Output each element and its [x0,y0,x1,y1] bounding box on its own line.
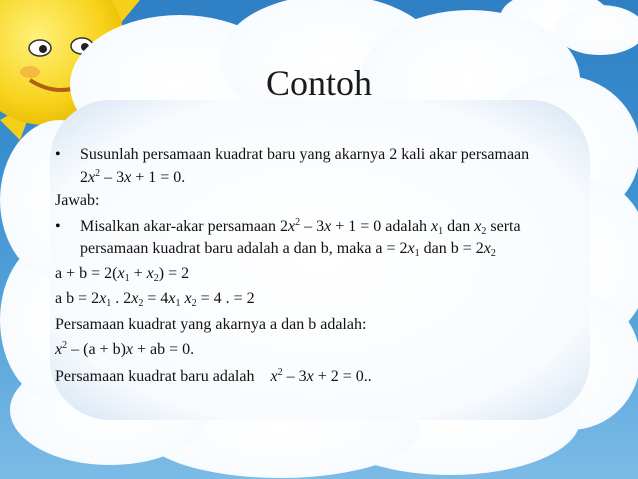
solution-line-1: Misalkan akar-akar persamaan $2x^2 - 3x + 1 = 0$ adalah $x_1$ dan $x_2$ serta [80,217,521,237]
problem-line-1: Susunlah persamaan kuadrat baru yang akarnya 2 kali akar persamaan [80,146,530,163]
bullet-marker: • [55,218,61,235]
product-equation: a $b = 2x_1$ . $2x_2 = 4x_1$ $x_2 = 4$ . = 2 [55,290,255,309]
bullet-marker: • [55,146,61,163]
general-equation: $x^2 - (a + b)x$ + ab = 0. [55,340,195,358]
result-equation: Persamaan kuadrat baru adalah $x^2 - 3x + 2 = 0$.. [55,367,372,385]
statement-line: Persamaan kuadrat yang akarnya a dan b adalah: [55,316,367,333]
problem-line-2: $2x^2 - 3x + 1 = 0$. [80,168,186,186]
sum-equation: $a + b = 2(x_1 + x_2) = 2$ [55,265,190,284]
answer-label: Jawab: [55,192,100,209]
slide-title: Contoh [265,63,372,103]
solution-line-2: persamaan kuadrat baru adalah a dan b, maka $a = 2x_1$ dan $b = 2x_2$ [80,240,496,259]
